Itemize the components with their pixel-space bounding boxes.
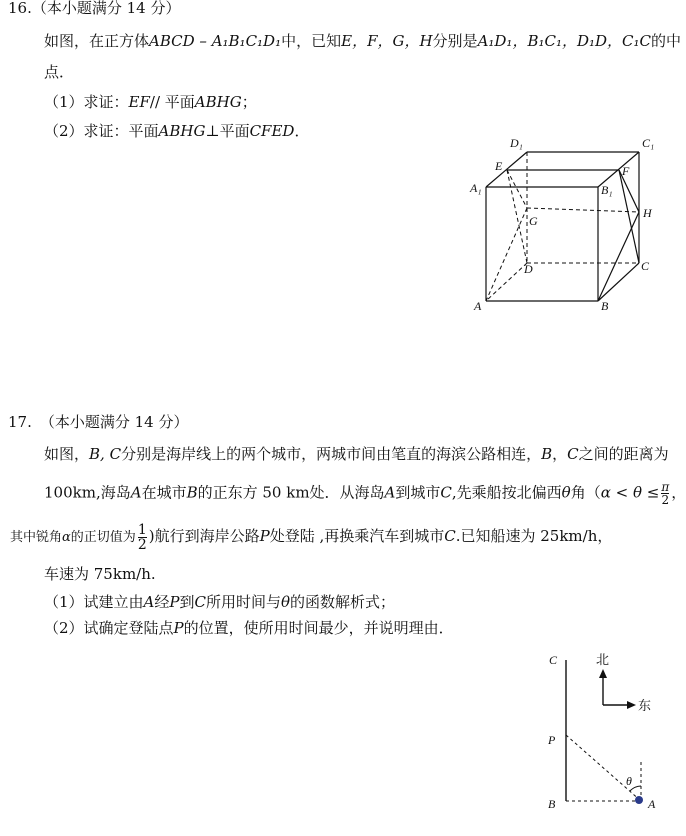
q16-stem-line2: 点．	[44, 63, 75, 81]
label-d1: D₁	[510, 136, 523, 150]
east-arrowhead	[627, 701, 636, 709]
label-g: G	[529, 214, 538, 228]
q17-stem-line1: 如图，B, C分别是海岸线上的两个城市，两城市间由笔直的海滨公路相连，B，C之间的距离为	[44, 445, 669, 463]
label-d: D	[524, 262, 533, 276]
label-b1: B₁	[601, 183, 613, 197]
q16-part2: （2）求证：平面ABHG⊥平面CFED．	[44, 122, 310, 140]
q17-stem-line3: 其中锐角α的正切值为 $\frac{1}{2}$ )航行到海岸公路P处登陆 ,再换乘汽车到城市C.已知船速为 25km/h，	[10, 522, 613, 553]
q17-header: （本小题满分 14 分）	[39, 413, 189, 431]
frac-one-half: $\frac{1}{2}$	[137, 522, 147, 553]
q17-part2: （2）试确定登陆点P的位置，使所用时间最少，并说明理由．	[44, 619, 454, 637]
label-a1: A₁	[470, 181, 482, 195]
label-east: 东	[638, 699, 652, 714]
label-f: F	[622, 164, 630, 178]
label-h: H	[643, 206, 652, 220]
label-city-c: C	[549, 653, 558, 667]
label-b: B	[601, 299, 609, 313]
label-c1: C₁	[642, 136, 655, 150]
label-north: 北	[596, 653, 610, 668]
label-p: P	[548, 733, 556, 747]
label-c: C	[641, 259, 650, 273]
q16-number: 16.（本小题满分 14 分）	[8, 0, 181, 17]
q17-stem-line2: 100km,海岛A在城市B的正东方 50 km处．从海岛A到城市C,先乘船按北偏西θ角（α < θ ≤ $\frac{\pi}{2}$ ，	[44, 480, 686, 507]
label-theta: θ	[626, 774, 632, 788]
cube-name: ABCD – A₁B₁C₁D₁	[149, 32, 282, 50]
q17-stem-line4: 车速为 75km/h.	[44, 565, 156, 583]
north-arrowhead	[599, 669, 607, 678]
q16-header: （本小题满分 14 分）	[31, 0, 181, 17]
label-e: E	[495, 159, 503, 173]
label-a: A	[474, 299, 482, 313]
label-island-a: A	[648, 797, 656, 811]
label-city-b: B	[548, 797, 556, 811]
q17-number: 17. （本小题满分 14 分）	[8, 413, 189, 431]
q17-part1: （1）试建立由A经P到C所用时间与θ的函数解析式；	[44, 593, 396, 611]
q16-stem-line1: 如图，在正方体ABCD – A₁B₁C₁D₁中，已知E，F，G，H分别是A₁D₁，B₁C₁，D₁D，C₁C的中	[44, 32, 682, 50]
route-a-p	[566, 735, 641, 801]
q16-part1: （1）求证：EF// 平面ABHG；	[44, 93, 257, 111]
island-a-dot	[635, 796, 643, 804]
frac-pi-over-2: $\frac{\pi}{2}$	[661, 480, 670, 507]
